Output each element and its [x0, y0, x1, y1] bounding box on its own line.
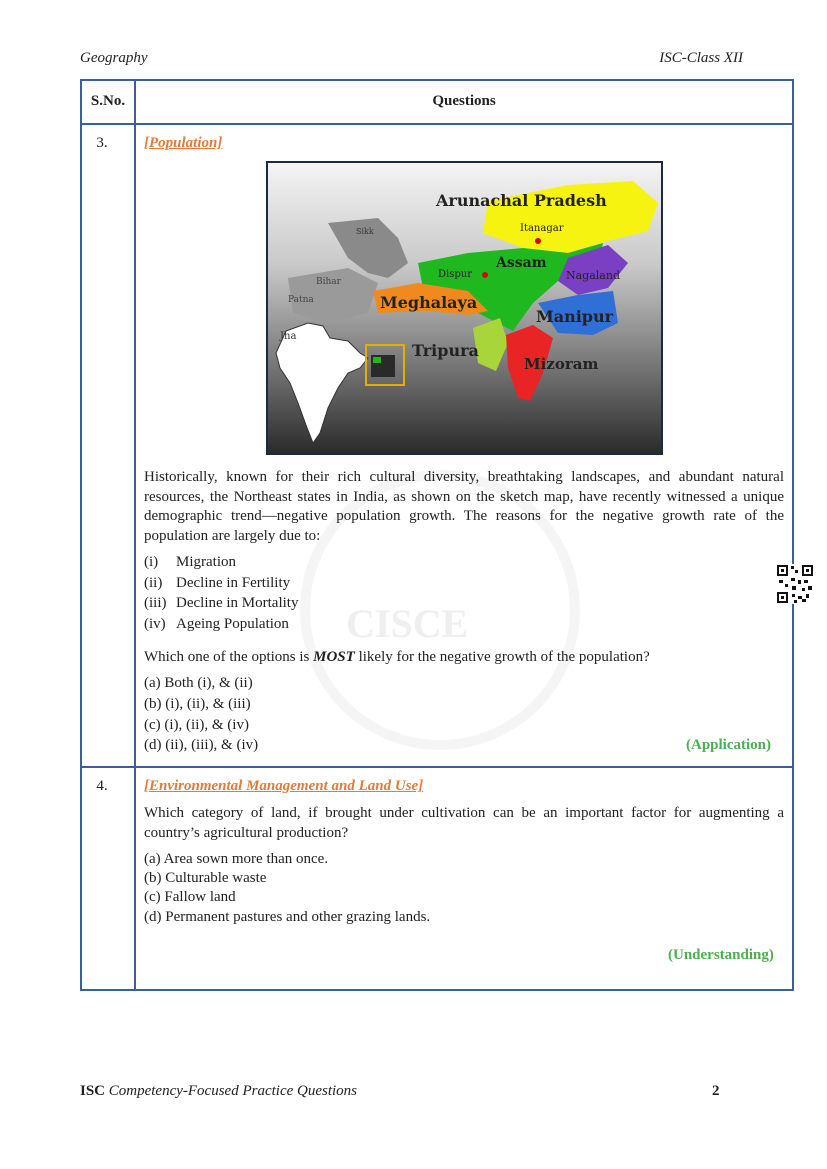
questions-table: [80, 79, 794, 991]
itanagar-dot: [535, 238, 541, 244]
q4-option-a: (a) Area sown more than once.: [144, 851, 329, 867]
header-subject: Geography: [80, 50, 148, 66]
label-tripura: Tripura: [412, 341, 479, 360]
label-meghalaya: Meghalaya: [380, 293, 478, 312]
question-emphasis: MOST: [313, 649, 355, 665]
label-nagaland: Nagaland: [566, 269, 620, 282]
q4-topic: [Environmental Management and Land Use]: [144, 778, 424, 794]
q3-topic: [Population]: [144, 135, 223, 151]
column-divider: [134, 81, 136, 989]
column-header-sno: S.No.: [90, 93, 126, 109]
q3-level: (Application): [686, 737, 772, 753]
q3-reason-1: [144, 554, 236, 571]
footer-title-text: Competency-Focused Practice Questions: [108, 1083, 358, 1099]
label-sikkim: Sikk: [356, 227, 374, 236]
reason-num: (i): [144, 554, 159, 570]
reason-num: (iii): [144, 595, 167, 611]
q3-question: [144, 649, 650, 666]
column-header-questions: Questions: [432, 93, 496, 109]
label-manipur: Manipur: [536, 307, 614, 326]
question-pre: Which one of the options is: [144, 649, 314, 665]
dispur-dot: [482, 272, 488, 278]
label-assam: Assam: [496, 255, 547, 271]
q3-option-c: (c) (i), (ii), & (iv): [144, 717, 249, 733]
label-itanagar: Itanagar: [520, 223, 564, 234]
label-patna: Patna: [288, 295, 314, 305]
q3-stem: Historically, known for their rich cultural diversity, breathtaking landscapes, and abundant natural resources, the Northeast states in India, as shown on the sketch map, have recently witnessed a unique demographic trend—negative population growth. The reasons for the negative growth rate of the population are largely due to:: [144, 469, 784, 544]
q4-level: (Understanding): [668, 947, 774, 963]
reason-num: (ii): [144, 575, 163, 591]
header-class: ISC-Class XII: [659, 50, 743, 66]
label-dispur: Dispur: [438, 269, 472, 280]
footer-prefix: ISC: [80, 1083, 106, 1099]
reason-num: (iv): [144, 616, 166, 632]
q3-reason-2: [144, 575, 290, 592]
q3-option-b: (b) (i), (ii), & (iii): [144, 696, 251, 712]
row-divider: [82, 766, 792, 768]
q4-stem: Which category of land, if brought under cultivation can be an important factor for augmenting a country’s agricultural production?: [144, 805, 784, 841]
q4-option-d: (d) Permanent pastures and other grazing lands.: [144, 909, 431, 925]
footer-title: [80, 1083, 357, 1100]
label-arunachal: Arunachal Pradesh: [436, 191, 607, 210]
reason-text: Decline in Fertility: [176, 575, 291, 591]
q3-option-d: (d) (ii), (iii), & (iv): [144, 737, 259, 753]
northeast-india-map: [266, 161, 663, 455]
watermark-text: CISCE: [346, 601, 469, 646]
q3-reason-3: [144, 595, 298, 612]
qr-code-icon: [776, 564, 814, 604]
label-bihar: Bihar: [316, 277, 341, 287]
label-jharkhand: Jha: [280, 331, 297, 342]
q3-number: 3.: [96, 135, 108, 151]
q4-number: 4.: [96, 778, 108, 794]
q4-option-c: (c) Fallow land: [144, 889, 236, 905]
q3-reason-4: [144, 616, 289, 633]
page-number: 2: [712, 1083, 720, 1099]
q4-option-b: (b) Culturable waste: [144, 870, 267, 886]
question-post: likely for the negative growth of the population?: [354, 649, 650, 665]
inset-mini-states: [373, 357, 381, 363]
header-divider: [82, 123, 792, 125]
reason-text: Migration: [176, 554, 236, 570]
q3-option-a: (a) Both (i), & (ii): [144, 675, 253, 691]
label-mizoram: Mizoram: [524, 355, 599, 373]
reason-text: Ageing Population: [176, 616, 289, 632]
reason-text: Decline in Mortality: [176, 595, 299, 611]
